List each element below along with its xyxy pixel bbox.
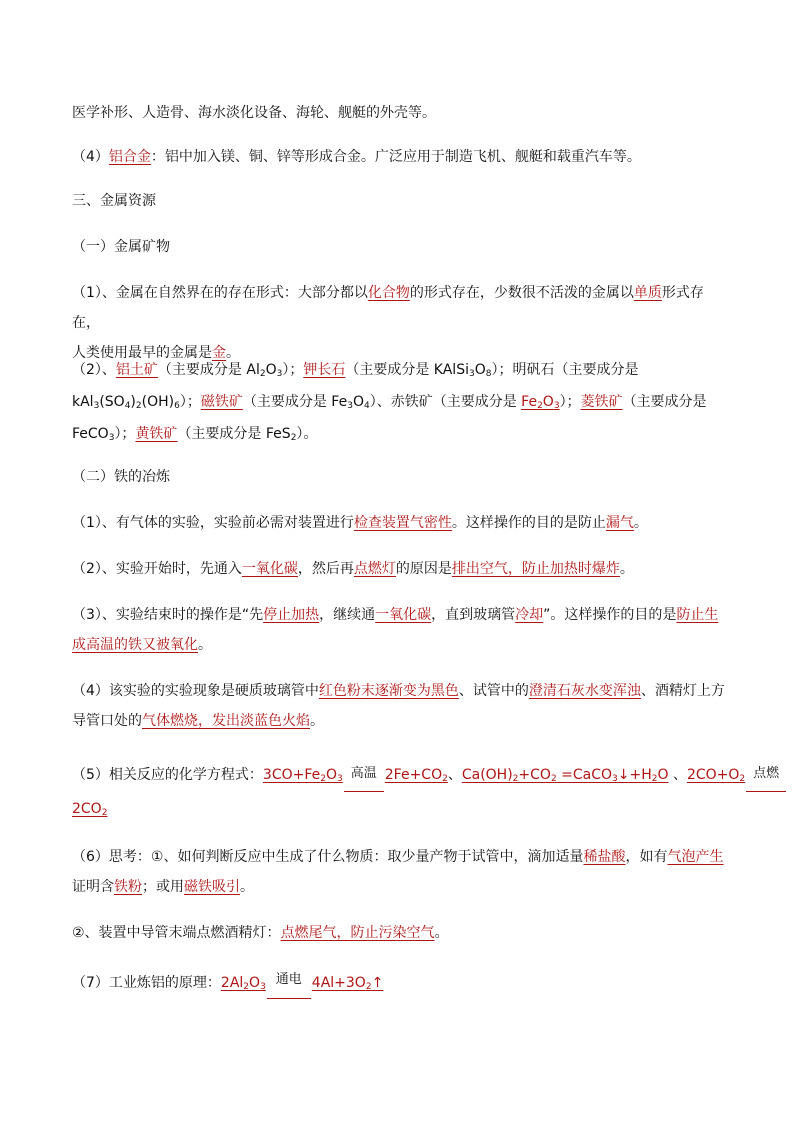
answer-term: 气泡产生 (667, 849, 724, 865)
equation-products: $4Al+3O_2↑$ (311, 975, 384, 992)
paragraph-iron-2: （2）、实验开始时，先通入一氧化碳，然后再点燃灯的原因是排出空气，防止加热时爆炸。 (72, 561, 634, 577)
equation-products: $2Fe+CO_2$ (384, 767, 448, 784)
section-heading: 三、金属资源 (72, 193, 156, 209)
paragraph-iron-1: （1）、有气体的实验，实验前必需对装置进行检查装置气密性。这样操作的目的是防止漏气。 (72, 515, 648, 531)
equation-limewater: $Ca(OH)_2+CO_2$ $=CaCO_3↓+H_2O$ (461, 767, 669, 784)
answer-term: 澄清石灰水变浑浊 (528, 683, 641, 699)
answer-term: 气体燃烧，发出淡蓝色火焰 (142, 713, 310, 729)
answer-term: 磁铁矿 (200, 394, 243, 410)
answer-term: 铁粉 (114, 879, 142, 895)
answer-term: 排出空气，防止加热时爆炸 (451, 561, 620, 577)
reaction-condition: 高温 (344, 771, 384, 792)
answer-term: 防止生 (676, 607, 719, 623)
answer-term: 成高温的铁又被氧化 (72, 637, 198, 653)
answer-term: 漏气 (605, 515, 634, 531)
answer-term: 化合物 (367, 285, 410, 301)
paragraph-aluminum-smelting: （7）工业炼铝的原理：$2Al_2O_3$ 通电 $4Al+3O_2↑$ (72, 968, 724, 999)
paragraph-iron-3: （3）、实验结束时的操作是“先停止加热，继续通一氧化碳，直到玻璃管冷却”。这样操作的目的是防止生 成高温的铁又被氧化。 (72, 607, 719, 653)
paragraph-equations: （5）相关反应的化学方程式：$3CO+Fe_2O_3$ 高温 $2Fe+CO_2$、$Ca(OH)_2+CO_2$ $=CaCO_3↓+H_2O$ 、$2CO+O_2$ 点燃 $2CO_2$ (72, 758, 724, 826)
paragraph-metal-forms: （1）、金属在自然界在的存在形式：大部分都以化合物的形式存在，少数很不活泼的金属以单质形式存在， 人类使用最早的金属是金。 (72, 285, 704, 361)
equation-reactants: $2Al_2O_3$ (220, 975, 266, 992)
answer-term: 点燃灯 (353, 561, 396, 577)
paragraph-aluminum-alloy: （4）铝合金：铝中加入镁、铜、锌等形成合金。广泛应用于制造飞机、舰艇和载重汽车等。 (72, 149, 641, 165)
answer-term: 冷却 (515, 607, 544, 623)
paragraph-iron-4: （4）该实验的实验现象是硬质玻璃管中红色粉末逐渐变为黑色、试管中的澄清石灰水变浑浊、酒精灯上方 导管口处的气体燃烧，发出淡蓝色火焰。 (72, 683, 725, 729)
answer-term: 点燃尾气，防止污染空气 (280, 925, 435, 941)
paragraph-line: 医学补形、人造骨、海水淡化设备、海轮、舰艇的外壳等。 (72, 105, 436, 121)
answer-term: 菱铁矿 (580, 394, 623, 410)
reaction-condition: 通电 (267, 978, 311, 999)
subsection-heading: （二）铁的冶炼 (72, 469, 170, 485)
answer-term: 一氧化碳 (241, 561, 298, 577)
answer-term: 单质 (633, 285, 662, 301)
paragraph-tail-gas: ②、装置中导管末端点燃酒精灯：点燃尾气，防止污染空气。 (72, 925, 449, 941)
equation-reactants: $3CO+Fe_2O_3$ (262, 767, 343, 784)
answer-term: 铝合金 (108, 149, 151, 165)
paragraph-minerals: （2）、铝土矿（主要成分是 $Al_2O_3$）；钾长石（主要成分是 $KAlSi_3O_8$）；明矾石（主要成分是 $kAl_3(SO_4)_2(OH)_6$）；磁铁矿（主要成分是 $Fe_3O_4$）、赤铁矿（主要成分是 $Fe_2O_3$）；菱铁矿（主要成分是 FeCO$_3$）；黄铁矿（主要成分是 FeS$_2$）。 (72, 362, 707, 443)
answer-term: 稀盐酸 (583, 849, 626, 865)
answer-term: 一氧化碳 (375, 607, 432, 623)
answer-term: 黄铁矿 (135, 426, 178, 442)
subsection-heading: （一）金属矿物 (72, 239, 170, 255)
up-arrow-icon: ↑ (371, 975, 384, 991)
answer-term: 钾长石 (303, 362, 346, 378)
answer-term: 磁铁吸引 (184, 879, 240, 895)
answer-term: 金 (212, 345, 226, 361)
answer-term: 停止加热 (263, 607, 320, 623)
answer-term: 红色粉末逐渐变为黑色 (318, 683, 459, 699)
answer-term: $Fe_2O_3$ (521, 394, 560, 411)
answer-term: 铝土矿 (115, 362, 158, 378)
paragraph-think: （6）思考：①、如何判断反应中生成了什么物质：取少量产物于试管中，滴加适量稀盐酸，如有气泡产生 证明含铁粉；或用磁铁吸引。 (72, 849, 724, 895)
reaction-condition: 点燃 (746, 771, 786, 792)
equation-products: $2CO_2$ (72, 801, 108, 818)
equation-reactants: $2CO+O_2$ (686, 767, 746, 784)
answer-term: 检查装置气密性 (353, 515, 452, 531)
